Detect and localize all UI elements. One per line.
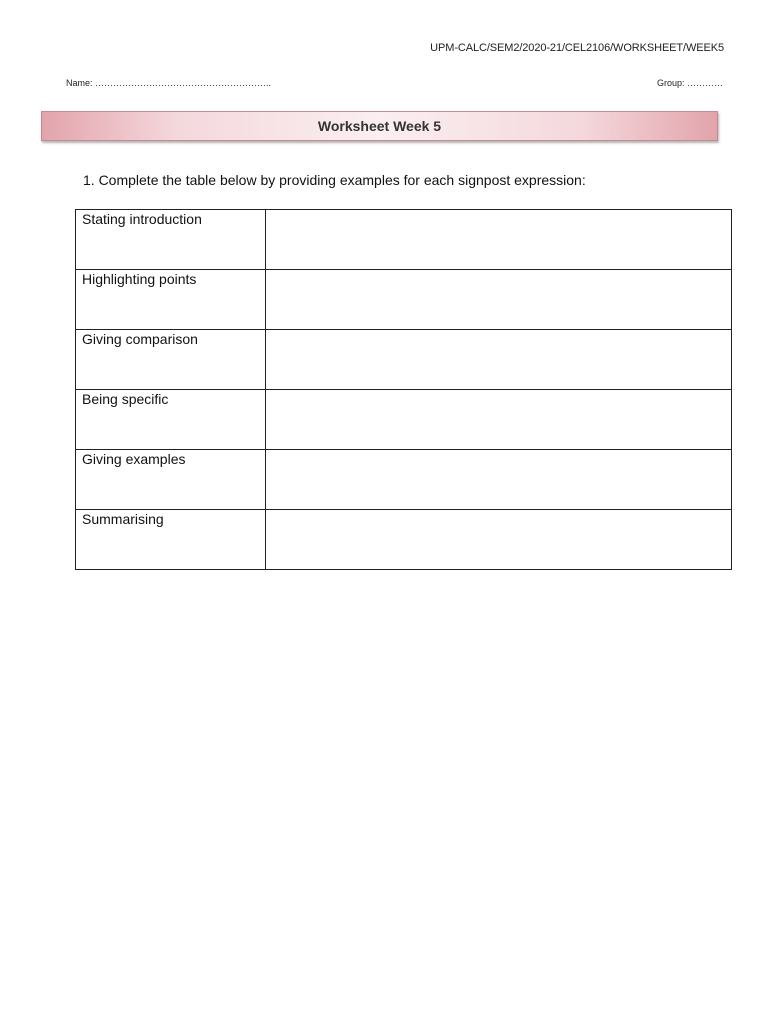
row-label-cell — [76, 390, 266, 450]
group-field: Group: ………… — [656, 78, 723, 88]
table-row — [76, 210, 732, 270]
signpost-table — [75, 209, 732, 570]
example-answer-cell[interactable] — [266, 210, 732, 270]
table-row — [76, 450, 732, 510]
row-label-cell — [76, 510, 266, 570]
row-label: Highlighting points — [82, 271, 197, 287]
row-label: Being specific — [82, 391, 169, 407]
example-answer-cell[interactable] — [266, 330, 732, 390]
example-answer-cell[interactable] — [266, 450, 732, 510]
row-label: Summarising — [82, 511, 164, 527]
row-label: Stating introduction — [82, 211, 202, 227]
row-label-cell — [76, 270, 266, 330]
table-row — [76, 330, 732, 390]
row-label: Giving comparison — [82, 331, 198, 347]
table-row — [76, 510, 732, 570]
row-label-cell — [76, 210, 266, 270]
page-title: Worksheet Week 5 — [317, 118, 442, 134]
row-label-cell — [76, 330, 266, 390]
instruction-text: 1. Complete the table below by providing examples for each signpost expression: — [83, 172, 586, 188]
name-field: Name: ………………………………………………….. — [66, 78, 272, 88]
title-bar — [41, 111, 718, 141]
example-answer-cell[interactable] — [266, 270, 732, 330]
row-label: Giving examples — [82, 451, 186, 467]
table-row — [76, 390, 732, 450]
doc-code: UPM-CALC/SEM2/2020-21/CEL2106/WORKSHEET/WEEK5 — [430, 42, 724, 54]
example-answer-cell[interactable] — [266, 510, 732, 570]
row-label-cell — [76, 450, 266, 510]
table-row — [76, 270, 732, 330]
example-answer-cell[interactable] — [266, 390, 732, 450]
